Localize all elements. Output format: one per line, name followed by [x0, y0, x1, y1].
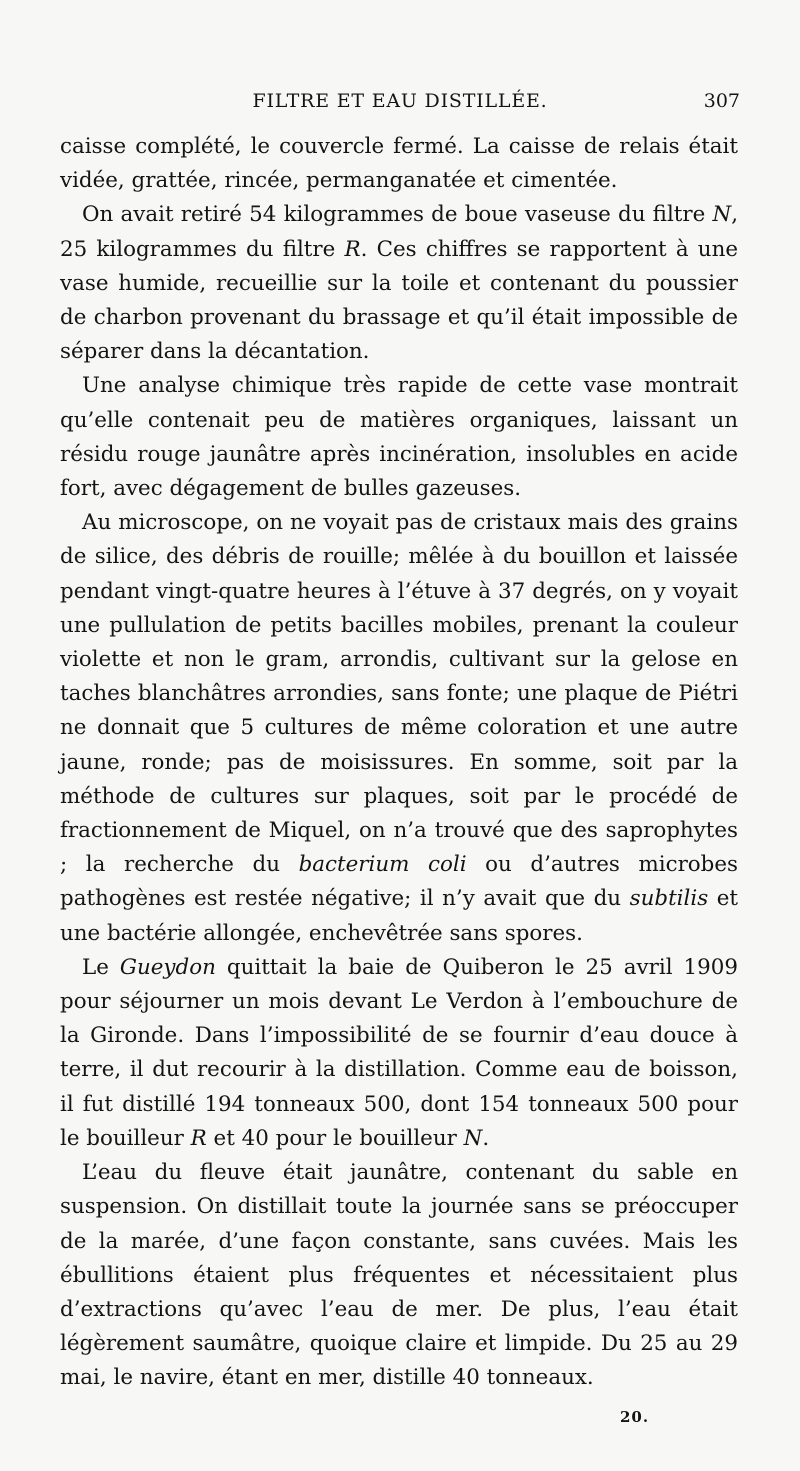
text-run: , 25 kilogrammes du filtre	[60, 202, 738, 262]
paragraph	[60, 369, 738, 506]
page-number: 307	[703, 90, 740, 112]
text-run: et une bactérie allongée, enchevêtrée sans spores.	[60, 886, 738, 946]
italic-run: subtilis	[629, 886, 709, 912]
text-run: Le	[82, 954, 120, 980]
text-run: ou d’autres microbes pathogènes est restée négative; il n’y avait que du	[60, 852, 738, 912]
italic-run: Gueydon	[119, 954, 216, 980]
italic-run: R	[344, 236, 361, 262]
paragraph	[60, 198, 738, 369]
paragraph	[60, 951, 738, 1156]
running-title: FILTRE ET EAU DISTILLÉE.	[252, 90, 548, 112]
text-run: caisse complété, le couvercle fermé. La caisse de relais était vidée, grattée, rincée, permanganatée et cimentée.	[60, 134, 738, 194]
italic-run: N	[712, 202, 732, 228]
text-run: On avait retiré 54 kilogrammes de boue vaseuse du filtre	[82, 202, 713, 228]
paragraph	[60, 130, 738, 198]
italic-run: bacterium coli	[298, 852, 467, 878]
italic-run: R	[190, 1125, 207, 1151]
text-run: Une analyse chimique très rapide de cette vase montrait qu’elle contenait peu de matières organiques, laissant un résidu rouge jaunâtre après incinération, insolubles en acide fort, avec dégagement de bulles gazeuses.	[60, 373, 738, 502]
text-run: . Ces chiffres se rapportent à une vase humide, recueillie sur la toile et contenant du poussier de charbon provenant du brassage et qu’il était impossible de séparer dans la décantation.	[60, 236, 738, 365]
paragraph	[60, 1156, 738, 1395]
italic-run: N	[463, 1125, 483, 1151]
paragraph	[60, 506, 738, 951]
printer-signature-mark: 20.	[620, 1408, 650, 1426]
text-run: et 40 pour le bouilleur	[206, 1125, 464, 1151]
text-run: Au microscope, on ne voyait pas de cristaux mais des grains de silice, des débris de rouille; mêlée à du bouillon et laissée pendant vingt-quatre heures à l’étuve à 37 degrés, on y voyait une pullulation de petits bacilles mobiles, prenant la couleur violette et non le gram, arrondis, cultivant sur la gelose en taches blanchâtres arrondies, sans fonte; une plaque de Piétri ne donnait que 5 cultures de même coloration et une autre jaune, ronde; pas de moisissures. En somme, soit par la méthode de cultures sur plaques, soit par le procédé de fractionnement de Miquel, on n’a trouvé que des saprophytes ; la recherche du	[60, 510, 738, 878]
body-text	[60, 130, 738, 1396]
text-run: quittait la baie de Quiberon le 25 avril 1909 pour séjourner un mois devant Le Verdon à l’embouchure de la Gironde. Dans l’impossibilité de se fournir d’eau douce à terre, il dut recourir à la distillation. Comme eau de boisson, il fut distillé 194 tonneaux 500, dont 154 tonneaux 500 pour le bouilleur	[60, 954, 738, 1151]
page-header	[60, 86, 740, 116]
text-run: L’eau du fleuve était jaunâtre, contenant du sable en suspension. On distillait toute la journée sans se préoccuper de la marée, d’une façon constante, sans cuvées. Mais les ébullitions étaient plus fréquentes et nécessitaient plus d’extractions qu’avec l’eau de mer. De plus, l’eau était légèrement saumâtre, quoique claire et limpide. Du 25 au 29 mai, le navire, étant en mer, distille 40 tonneaux.	[60, 1160, 738, 1391]
text-run: .	[482, 1125, 490, 1151]
